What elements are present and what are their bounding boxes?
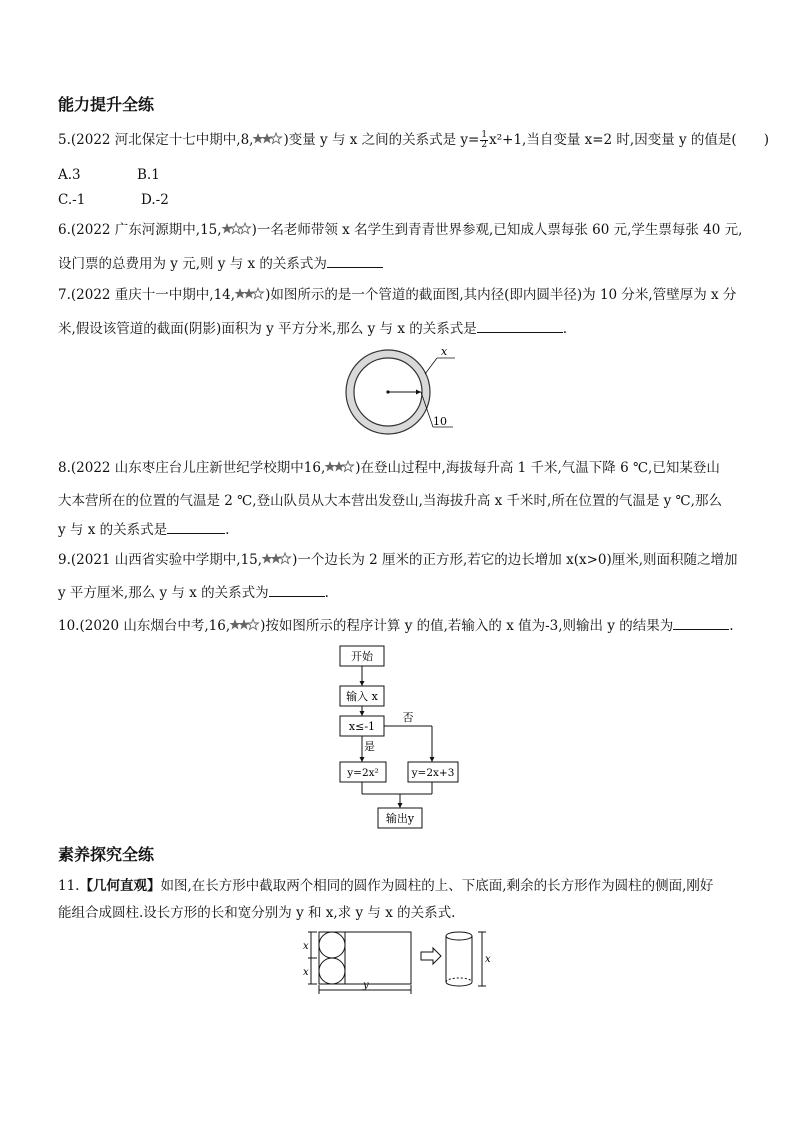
program-flowchart bbox=[330, 642, 460, 832]
top-base-circle bbox=[319, 932, 345, 958]
q5-option-b: B.1 bbox=[137, 167, 160, 183]
transform-arrow-icon bbox=[421, 948, 441, 964]
bottom-base-circle bbox=[319, 958, 345, 984]
answer-blank bbox=[269, 582, 325, 597]
flow-start-label: 开始 bbox=[351, 650, 373, 663]
label-x-cylinder: x bbox=[485, 954, 491, 965]
q5-option-d: D.-2 bbox=[141, 192, 169, 208]
q9-text2: y 平方厘米,那么 y 与 x 的关系式为 bbox=[58, 585, 269, 601]
question-10-line1: 10.(2020 山东烟台中考,16, )按如图所示的程序计算 y 的值,若输入的 x 值为-3,则输出 y 的结果为 . bbox=[58, 615, 734, 636]
flow-no-label: 否 bbox=[402, 711, 414, 724]
q7-text2: 米,假设该管道的截面(阴影)面积为 y 平方分米,那么 y 与 x 的关系式是 bbox=[58, 321, 477, 337]
label-10: 10 bbox=[433, 415, 447, 428]
answer-blank bbox=[327, 253, 383, 268]
difficulty-stars-icon bbox=[235, 287, 265, 301]
question-9-line2: y 平方厘米,那么 y 与 x 的关系式为 . bbox=[58, 582, 329, 603]
flow-output-label: 输出y bbox=[385, 812, 415, 825]
flow-input-label: 输入 x bbox=[346, 690, 378, 703]
question-8-line1 bbox=[58, 458, 720, 478]
label-x-top: x bbox=[303, 941, 309, 952]
question-5 bbox=[58, 130, 769, 150]
fraction-numerator: 1 bbox=[481, 130, 488, 140]
question-11-line1 bbox=[58, 876, 713, 896]
fraction-one-half bbox=[480, 131, 488, 150]
flow-yes-label: 是 bbox=[364, 740, 375, 753]
flow-condition-label: x≤-1 bbox=[348, 720, 376, 733]
q9-prefix: 9.(2021 山西省实验中学期中,15, bbox=[58, 552, 263, 568]
rectangle-to-cylinder-figure bbox=[305, 926, 495, 996]
q5-option-c: C.-1 bbox=[58, 192, 86, 208]
difficulty-stars-icon bbox=[230, 618, 260, 632]
difficulty-stars-icon bbox=[222, 222, 252, 236]
lateral-rectangle bbox=[345, 932, 411, 984]
question-11-line2: 能组合成圆柱.设长方形的长和宽分别为 y 和 x,求 y 与 x 的关系式. bbox=[58, 905, 456, 921]
question-9-line1 bbox=[58, 550, 738, 570]
q11-number: 11. bbox=[58, 878, 80, 894]
q5-option-a: A.3 bbox=[58, 167, 81, 183]
q8-text: )在登山过程中,海拔每升高 1 千米,气温下降 6 ℃,已知某登山 bbox=[355, 460, 720, 476]
question-7-line1 bbox=[58, 285, 736, 305]
leader-line-x bbox=[425, 358, 437, 374]
answer-blank bbox=[167, 519, 225, 534]
q10-prefix: 10.(2020 山东烟台中考,16, bbox=[58, 618, 231, 634]
q11-tag: 【几何直观】 bbox=[79, 878, 161, 894]
q7-text: )如图所示的是一个管道的截面图,其内径(即内圆半径)为 10 分米,管壁厚为 x 分 bbox=[265, 287, 737, 303]
q6-prefix: 6.(2022 广东河源期中,15, bbox=[58, 222, 222, 238]
question-7-line2: 米,假设该管道的截面(阴影)面积为 y 平方分米,那么 y 与 x 的关系式是 . bbox=[58, 318, 567, 339]
question-8-line2: 大本营所在的位置的气温是 2 ℃,登山队员从大本营出发登山,当海拔升高 x 千米时,所在位置的气温是 y ℃,那么 bbox=[58, 493, 722, 509]
answer-blank bbox=[477, 318, 563, 333]
q8-text3: y 与 x 的关系式是 bbox=[58, 522, 168, 538]
label-y: y bbox=[363, 980, 369, 991]
section-title-ability: 能力提升全练 bbox=[58, 95, 155, 114]
pipe-cross-section-figure bbox=[335, 340, 465, 440]
q5-tail: x²+1,当自变量 x=2 时,因变量 y 的值是( ) bbox=[489, 132, 769, 148]
q5-prefix: 5.(2022 河北保定十七中期中,8, bbox=[58, 132, 254, 148]
question-6-line2 bbox=[58, 253, 383, 274]
q6-text: )一名老师带领 x 名学生到青青世界参观,已知成人票每张 60 元,学生票每张 40 元, bbox=[251, 222, 743, 238]
fraction-denominator: 2 bbox=[481, 140, 488, 150]
difficulty-stars-icon bbox=[253, 132, 283, 146]
q8-prefix: 8.(2022 山东枣庄台儿庄新世纪学校期中16, bbox=[58, 460, 326, 476]
label-x-bottom: x bbox=[303, 967, 309, 978]
q9-text: )一个边长为 2 厘米的正方形,若它的边长增加 x(x>0)厘米,则面积随之增加 bbox=[292, 552, 738, 568]
q7-prefix: 7.(2022 重庆十一中期中,14, bbox=[58, 287, 236, 303]
q11-text: 如图,在长方形中截取两个相同的圆作为圆柱的上、下底面,剩余的长方形作为圆柱的侧面,刚好 bbox=[160, 878, 714, 894]
answer-blank bbox=[673, 615, 729, 630]
section-title-literacy: 素养探究全练 bbox=[58, 845, 155, 864]
label-x: x bbox=[441, 345, 448, 358]
difficulty-stars-icon bbox=[262, 552, 292, 566]
question-8-line3: y 与 x 的关系式是 . bbox=[58, 519, 229, 540]
q6-text2: 设门票的总费用为 y 元,则 y 与 x 的关系式为 bbox=[58, 256, 327, 272]
flow-left-label: y=2x² bbox=[347, 767, 379, 779]
q10-text: )按如图所示的程序计算 y 的值,若输入的 x 值为-3,则输出 y 的结果为 bbox=[260, 618, 674, 634]
q5-mid: )变量 y 与 x 之间的关系式是 y= bbox=[283, 132, 480, 148]
difficulty-stars-icon bbox=[325, 460, 355, 474]
flow-right-label: y=2x+3 bbox=[411, 767, 455, 779]
cylinder-top bbox=[446, 932, 472, 940]
question-6-line1 bbox=[58, 220, 742, 240]
